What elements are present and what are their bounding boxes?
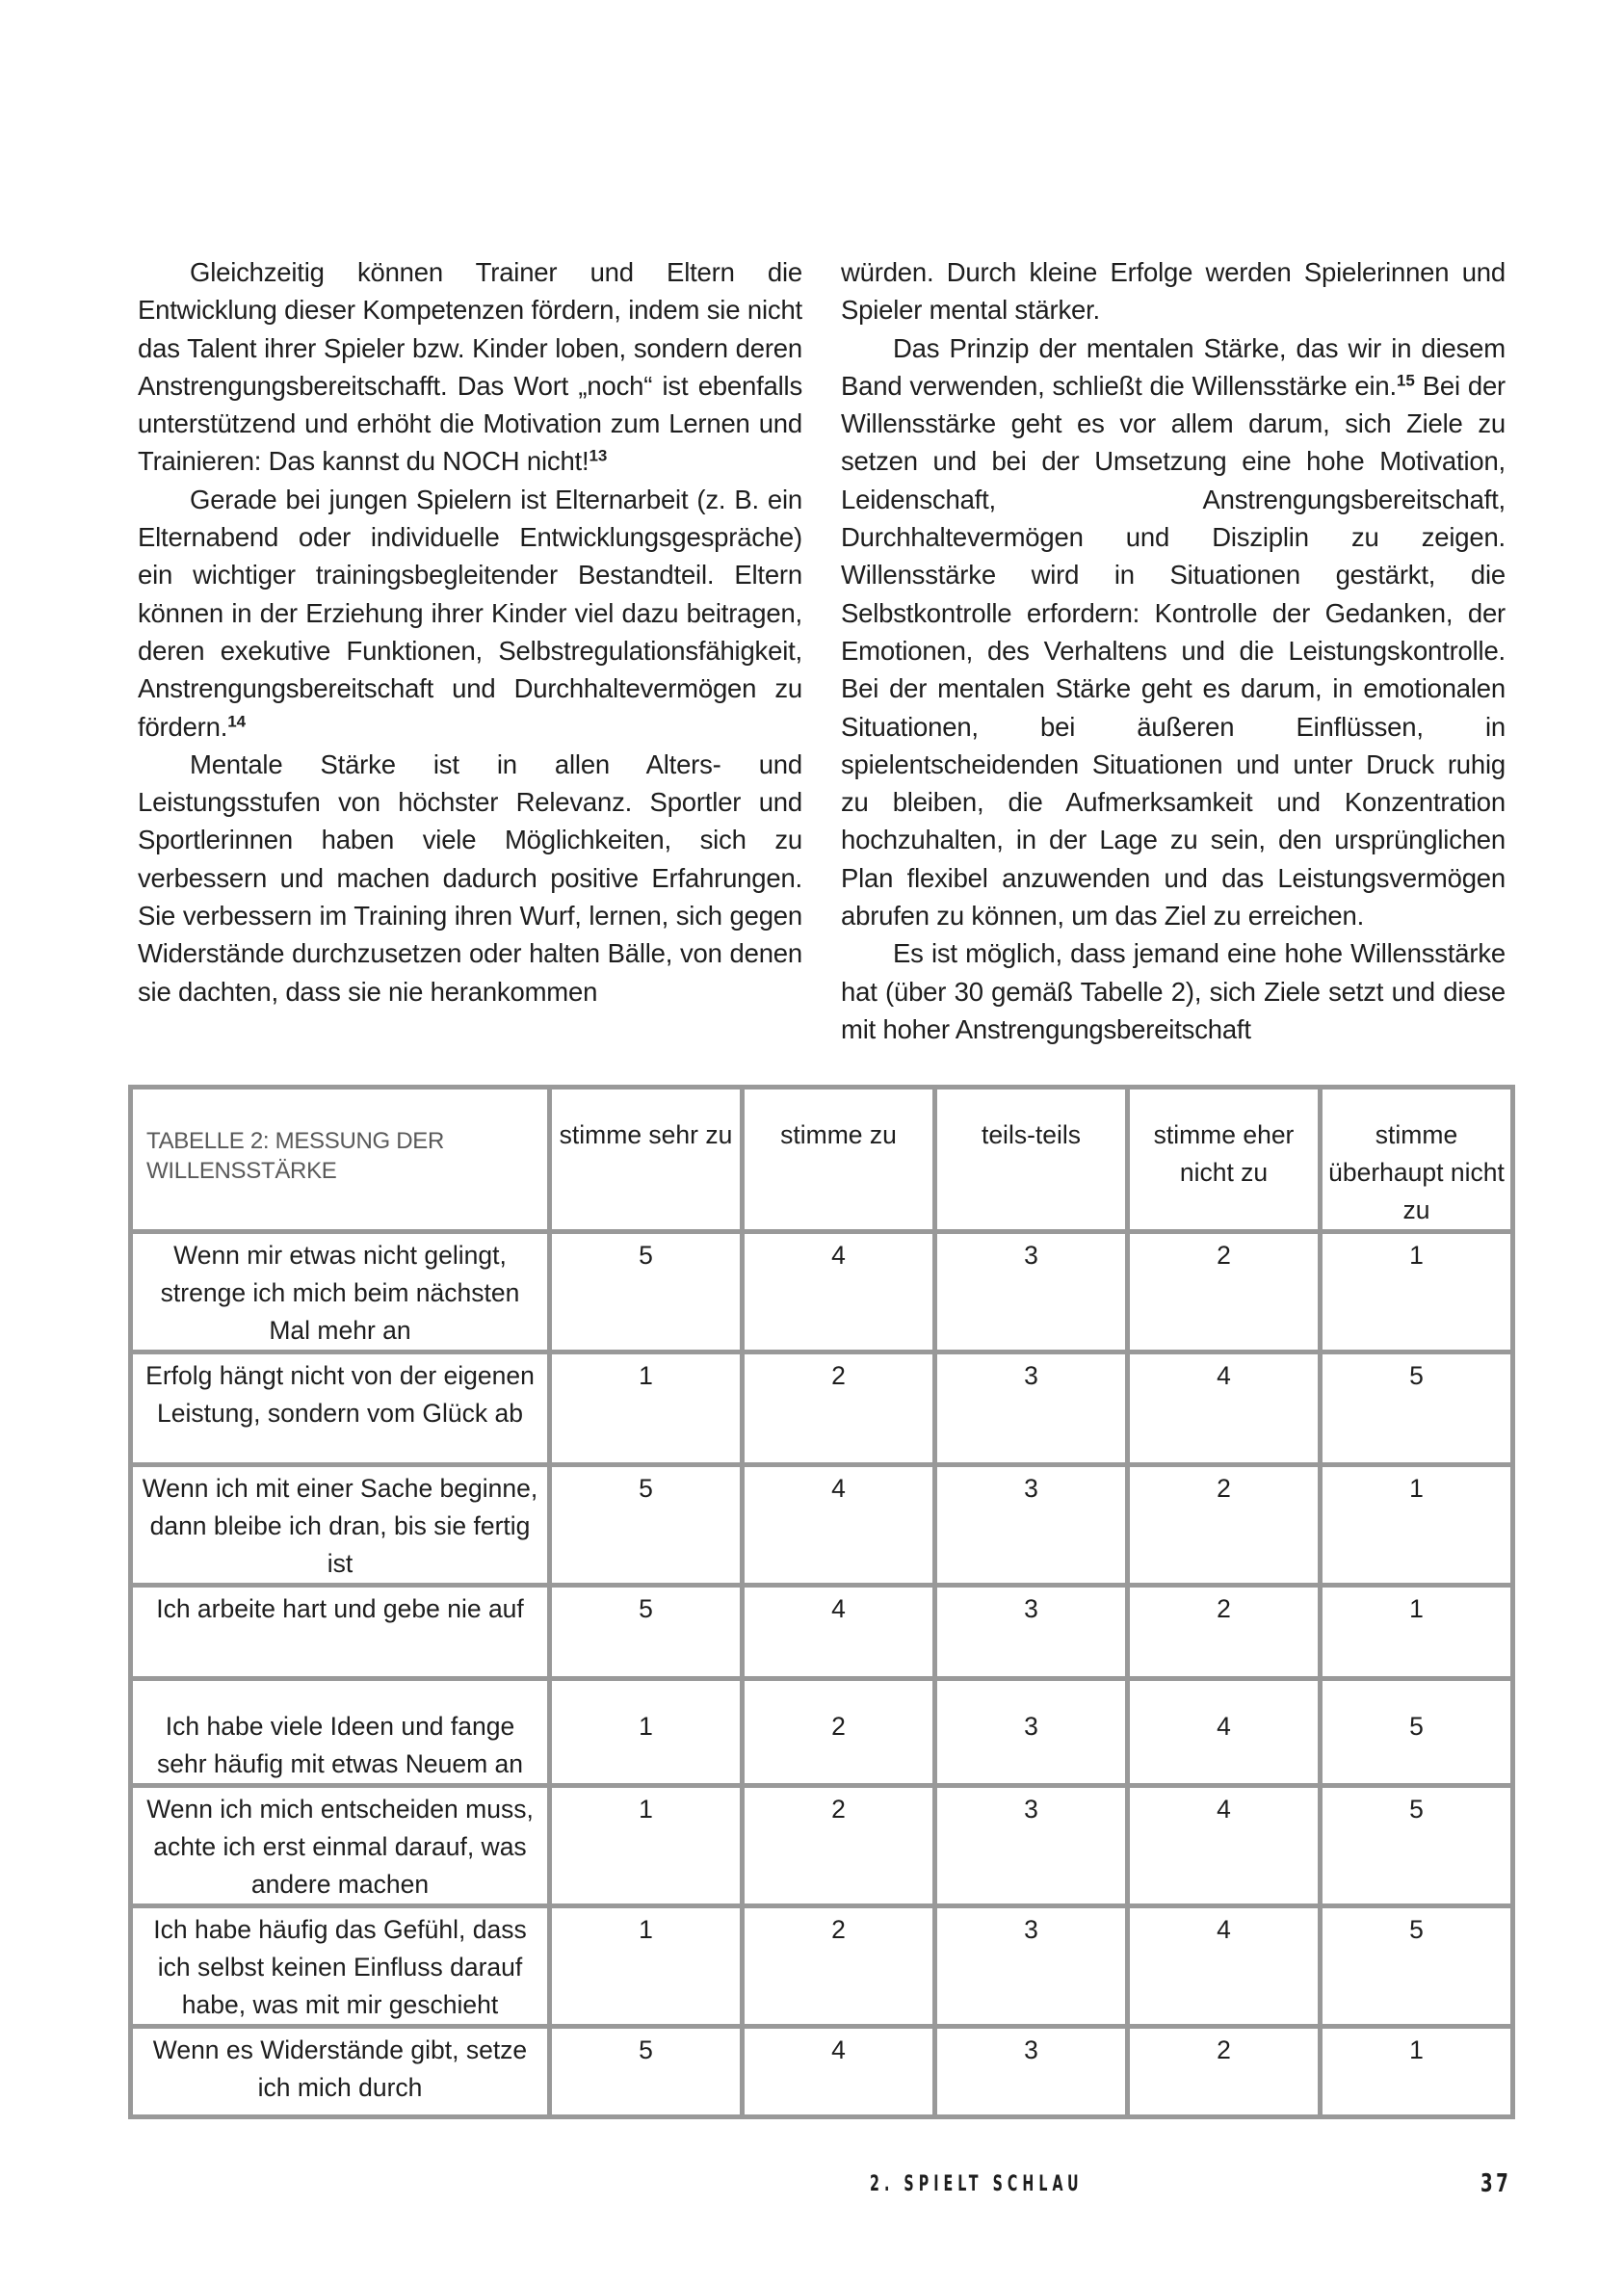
page-number: 37 <box>1480 2169 1512 2198</box>
score-cell: 4 <box>1128 1352 1321 1465</box>
score-cell: 5 <box>1321 1352 1513 1465</box>
statement-cell: Erfolg hängt nicht von der eigenen Leistung, sondern vom Glück ab <box>131 1352 550 1465</box>
score-cell: 2 <box>743 1679 935 1786</box>
paragraph: Gleichzeitig können Trainer und Eltern die Entwicklung dieser Kompetenzen fördern, indem sie nicht das Talent ihrer Spieler bzw. Kinder loben, sondern deren Anstrengungsbereitschafft. Das Wort „noch“ ist ebenfalls unterstützend und erhöht die Motivation zum Lernen und Trainieren: Das kannst du NOCH nicht!$^{13}$ <box>138 257 802 477</box>
score-cell: 2 <box>743 1352 935 1465</box>
score-cell: 4 <box>743 1586 935 1679</box>
score-cell: 1 <box>550 1352 743 1465</box>
score-cell: 5 <box>550 1465 743 1586</box>
paragraph: Gerade bei jungen Spielern ist Elternarbeit (z. B. ein Elternabend oder individuelle Entwicklungsgespräche) ein wichtiger trainingsbegleitender Bestandteil. Eltern können in der Erziehung ihrer Kinder viel dazu beitragen, deren exekutive Funktionen, Selbstregulationsfähigkeit, Anstrengungsbereitschaft und Durchhaltevermögen zu fördern.$^{14}$ <box>138 484 802 742</box>
footnote-marker[interactable]: 14 <box>227 712 247 731</box>
score-cell: 1 <box>1321 2027 1513 2117</box>
score-cell: 3 <box>935 1352 1128 1465</box>
running-footer-chapter: 2. SPIELT SCHLAU <box>870 2172 1084 2196</box>
score-cell: 1 <box>550 1906 743 2027</box>
score-cell: 2 <box>743 1786 935 1906</box>
score-cell: 2 <box>1128 1465 1321 1586</box>
score-cell: 2 <box>1128 2027 1321 2117</box>
score-cell: 5 <box>1321 1679 1513 1786</box>
paragraph: würden. Durch kleine Erfolge werden Spielerinnen und Spieler mental stärker. <box>841 257 1506 326</box>
score-cell: 3 <box>935 1232 1128 1352</box>
paragraph: Mentale Stärke ist in allen Alters- und Leistungsstufen von höchster Relevanz. Sportler und Sportlerinnen haben viele Möglichkeiten, sich zu verbessern und machen dadurch positive Erfahrungen. Sie verbessern im Training ihren Wurf, lernen, sich gegen Widerstände durchzusetzen oder halten Bälle, von denen sie dachten, dass sie nie herankommen <box>138 748 802 1007</box>
table <box>128 1085 1515 2119</box>
table-row <box>131 1352 1513 1465</box>
score-cell: 4 <box>743 1232 935 1352</box>
column-header: stimme zu <box>743 1088 935 1232</box>
table-row <box>131 1586 1513 1679</box>
statement-cell: Ich arbeite hart und gebe nie auf <box>131 1586 550 1679</box>
table-header-row <box>131 1088 1513 1232</box>
statement-cell: Wenn es Widerstände gibt, setze ich mich durch <box>131 2027 550 2117</box>
paragraph: Es ist möglich, dass jemand eine hohe Willensstärke hat (über 30 gemäß Tabelle 2), sich Ziele setzt und diese mit hoher Anstrengungsbereitschaft <box>841 938 1506 1044</box>
score-cell: 5 <box>550 1586 743 1679</box>
score-cell: 2 <box>1128 1232 1321 1352</box>
score-cell: 1 <box>1321 1465 1513 1586</box>
score-cell: 4 <box>743 1465 935 1586</box>
table-row <box>131 2027 1513 2117</box>
score-cell: 4 <box>1128 1679 1321 1786</box>
column-header: teils-teils <box>935 1088 1128 1232</box>
score-cell: 5 <box>1321 1786 1513 1906</box>
score-cell: 1 <box>550 1679 743 1786</box>
footnote-marker[interactable]: 15 <box>1396 371 1415 390</box>
score-cell: 4 <box>743 2027 935 2117</box>
right-text-column <box>841 253 1506 1048</box>
column-header: stimme überhaupt nicht zu <box>1321 1088 1513 1232</box>
score-cell: 3 <box>935 1906 1128 2027</box>
column-header: stimme sehr zu <box>550 1088 743 1232</box>
statement-cell: Wenn mir etwas nicht gelingt, strenge ich mich beim nächsten Mal mehr an <box>131 1232 550 1352</box>
table-row <box>131 1465 1513 1586</box>
statement-cell: Ich habe viele Ideen und fange sehr häufig mit etwas Neuem an <box>131 1679 550 1786</box>
table-row <box>131 1906 1513 2027</box>
score-cell: 3 <box>935 1586 1128 1679</box>
statement-cell: Ich habe häufig das Gefühl, dass ich selbst keinen Einfluss darauf habe, was mit mir geschieht <box>131 1906 550 2027</box>
score-cell: 3 <box>935 1786 1128 1906</box>
score-cell: 2 <box>1128 1586 1321 1679</box>
score-cell: 5 <box>550 1232 743 1352</box>
column-header: stimme eher nicht zu <box>1128 1088 1321 1232</box>
table-row <box>131 1679 1513 1786</box>
table-row <box>131 1232 1513 1352</box>
score-cell: 3 <box>935 1465 1128 1586</box>
willpower-measurement-table <box>128 1085 1513 2119</box>
paragraph: Das Prinzip der mentalen Stärke, das wir in diesem Band verwenden, schließt die Willensstärke ein.$^{15}$ Bei der Willensstärke geht es vor allem darum, sich Ziele zu setzen und bei der Umsetzung eine hohe Motivation, Leidenschaft, Anstrengungsbereitschaft, Durchhaltevermögen und Disziplin zu zeigen. Willensstärke wird in Situationen gestärkt, die Selbstkontrolle erfordern: Kontrolle der Gedanken, der Emotionen, des Verhaltens und die Leistungskontrolle. Bei der mentalen Stärke geht es darum, in emotionalen Situationen, bei äußeren Einflüssen, in spielentscheidenden Situationen und unter Druck ruhig zu bleiben, die Aufmerksamkeit und Konzentration hochzuhalten, in der Lage zu sein, den ursprünglichen Plan flexibel anzuwenden und das Leistungsvermögen abrufen zu können, um das Ziel zu erreichen. <box>841 332 1506 932</box>
statement-cell: Wenn ich mich entscheiden muss, achte ich erst einmal darauf, was andere machen <box>131 1786 550 1906</box>
score-cell: 1 <box>1321 1232 1513 1352</box>
score-cell: 4 <box>1128 1786 1321 1906</box>
table-row <box>131 1786 1513 1906</box>
score-cell: 1 <box>1321 1586 1513 1679</box>
table-caption: TABELLE 2: MESSUNG DER WILLENSSTÄRKE <box>131 1088 550 1232</box>
score-cell: 5 <box>550 2027 743 2117</box>
left-text-column <box>138 253 802 1011</box>
statement-cell: Wenn ich mit einer Sache beginne, dann bleibe ich dran, bis sie fertig ist <box>131 1465 550 1586</box>
score-cell: 4 <box>1128 1906 1321 2027</box>
score-cell: 2 <box>743 1906 935 2027</box>
score-cell: 5 <box>1321 1906 1513 2027</box>
score-cell: 1 <box>550 1786 743 1906</box>
score-cell: 3 <box>935 1679 1128 1786</box>
footnote-marker[interactable]: 13 <box>589 447 608 466</box>
score-cell: 3 <box>935 2027 1128 2117</box>
